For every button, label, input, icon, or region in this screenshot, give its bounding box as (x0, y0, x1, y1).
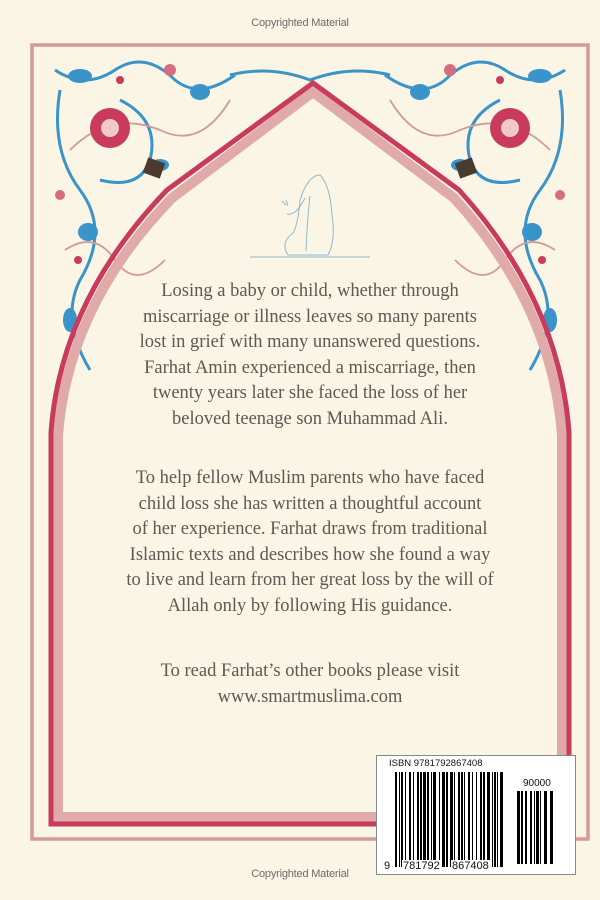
blurb-line: To read Farhat’s other books please visit (160, 661, 460, 681)
blurb-line: twenty years later she faced the loss of her (152, 383, 468, 403)
copyright-watermark-bottom: Copyrighted Material (251, 868, 349, 880)
barcode-bar (530, 791, 532, 864)
barcode-bar (536, 791, 539, 864)
barcode-bar (446, 772, 448, 867)
barcode-bar (458, 772, 460, 867)
blurb-line: Farhat Amin experienced a miscarriage, then (144, 357, 476, 378)
barcode-bar (517, 791, 520, 864)
barcode-digits-group2: 867408 (452, 860, 489, 872)
website-link[interactable]: www.smartmuslima.com (217, 686, 403, 707)
isbn-label: ISBN 9781792867408 (389, 758, 483, 769)
barcode-bar (431, 772, 432, 867)
barcode-bar (401, 772, 403, 867)
blurb-line: To help fellow Muslim parents who have faced (135, 468, 485, 488)
barcode-bar (483, 772, 485, 867)
barcode-bar (476, 772, 477, 867)
barcode-bar (405, 772, 406, 867)
barcode-bar (525, 791, 527, 864)
blurb-paragraph-3 (110, 659, 510, 710)
blurb-line: Allah only by following His guidance. (167, 595, 453, 616)
barcode-bar (521, 791, 523, 864)
barcode-bar (480, 772, 482, 867)
blurb-line: Islamic texts and describes how she found a way (129, 544, 491, 565)
barcode-bar (500, 772, 503, 867)
barcode-bar (420, 772, 422, 867)
praying-woman-illustration (250, 175, 370, 257)
barcode-bar (454, 772, 455, 867)
barcode-bar (417, 772, 419, 867)
barcode-bar (461, 772, 463, 867)
blurb-paragraph-2 (110, 466, 510, 619)
barcode-bar (413, 772, 414, 867)
barcode-digits-group1: 781792 (403, 860, 440, 872)
copyright-watermark-top: Copyrighted Material (251, 17, 349, 29)
barcode-bar (427, 772, 429, 867)
barcode-digit-first: 9 (384, 860, 391, 872)
isbn-barcode (376, 755, 576, 875)
blurb-line: lost in grief with many unanswered questions. (139, 332, 481, 352)
barcode-bar (492, 772, 493, 867)
barcode-bar (464, 772, 465, 867)
barcode-bar (399, 772, 400, 867)
barcode-bar (550, 791, 553, 864)
barcode-bar (395, 772, 397, 867)
barcode-bar (544, 791, 547, 864)
blurb-line: miscarriage or illness leaves so many parents (143, 306, 477, 327)
barcode-bar (497, 772, 498, 867)
barcode-bar (409, 772, 411, 867)
barcode-bar (468, 772, 470, 867)
barcode-bar (534, 791, 535, 864)
barcode-bar (423, 772, 426, 867)
blurb-line: child loss she has written a thoughtful account (138, 493, 482, 514)
barcode-bars (377, 756, 575, 874)
barcode-bar (442, 772, 445, 867)
blurb-line: to live and learn from her great loss by the will of (126, 570, 494, 590)
blurb-line: Losing a baby or child, whether through (161, 281, 459, 301)
barcode-bar (472, 772, 473, 867)
barcode-bar (540, 791, 541, 864)
blurb-line: beloved teenage son Muhammad Ali. (172, 408, 448, 429)
price-addon-code: 90000 (523, 778, 551, 789)
barcode-bar (433, 772, 436, 867)
barcode-bar (487, 772, 490, 867)
blurb-line: of her experience. Farhat draws from traditional (132, 519, 488, 539)
barcode-bar (450, 772, 453, 867)
blurb-paragraph-1 (110, 279, 510, 432)
barcode-bar (439, 772, 440, 867)
barcode-bar (494, 772, 496, 867)
